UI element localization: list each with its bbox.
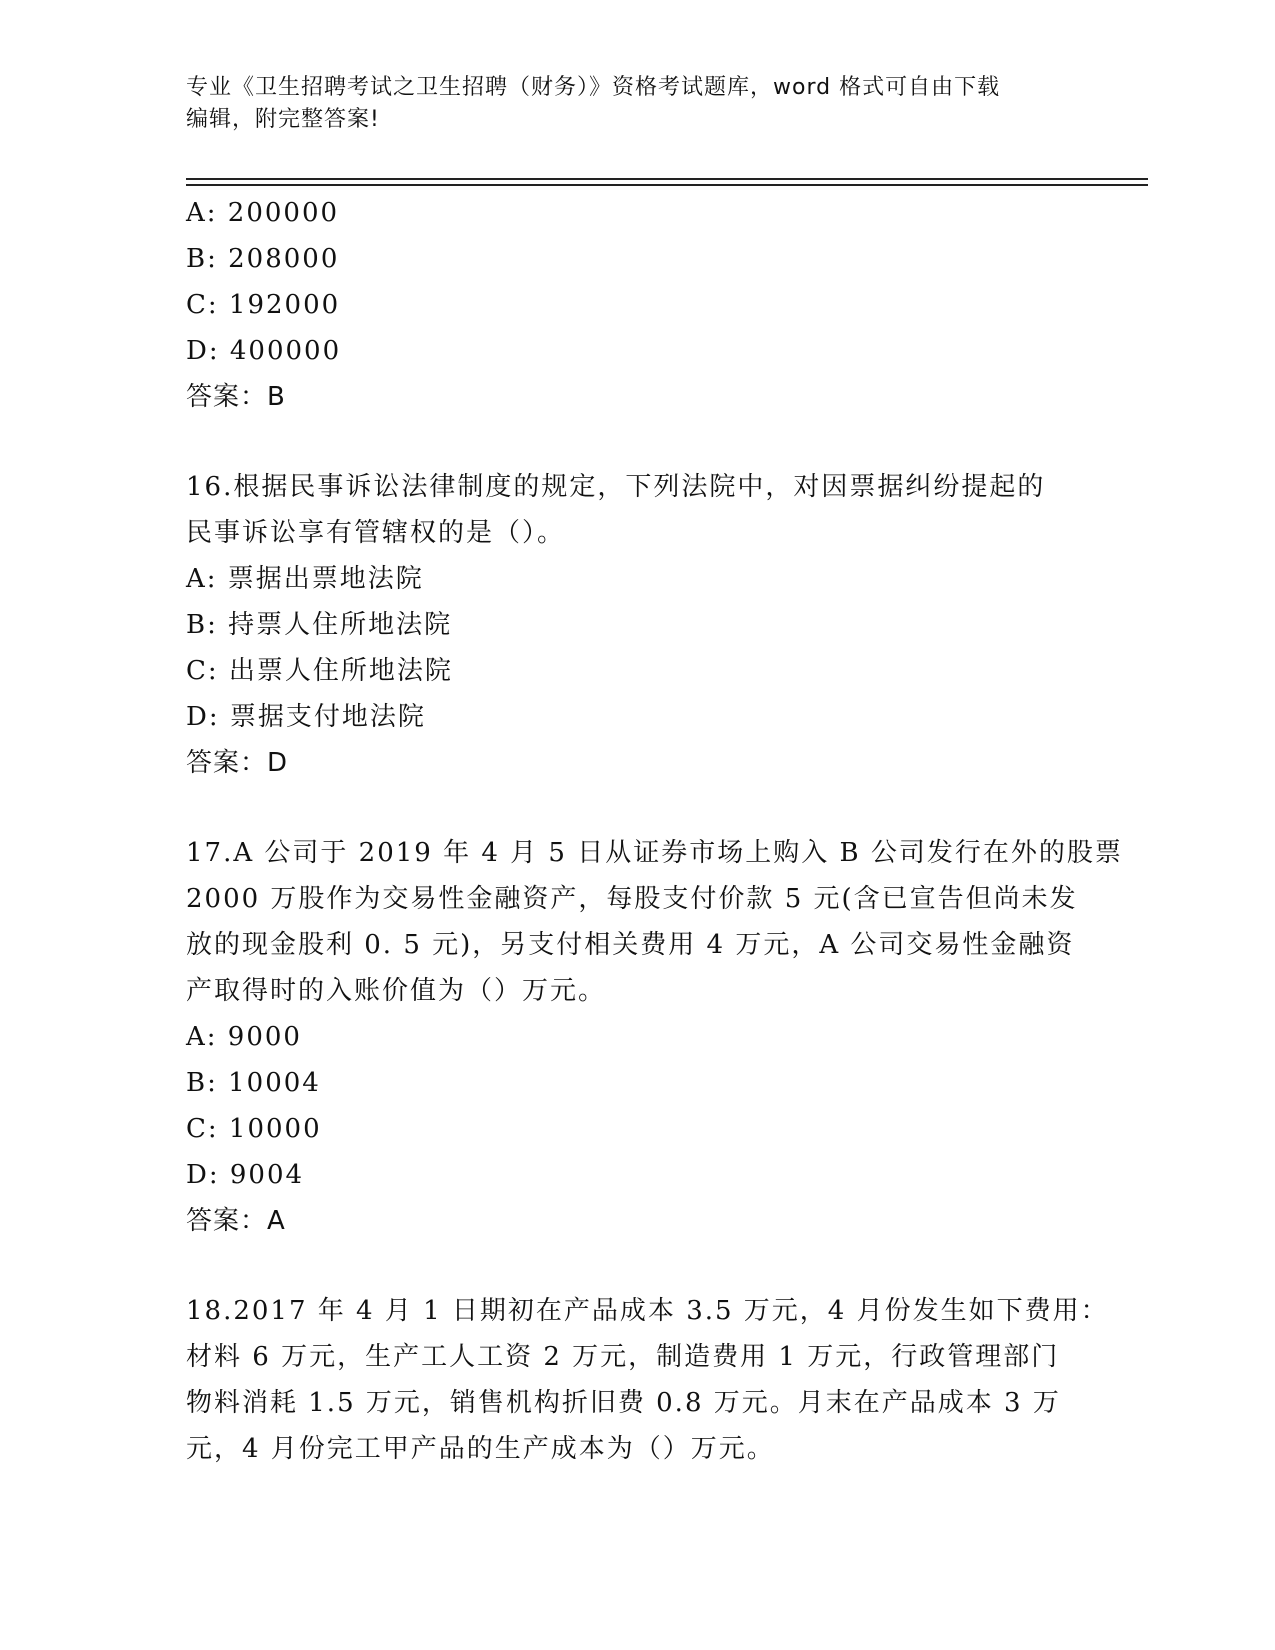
header-divider-top xyxy=(186,178,1148,180)
option-d: D: 400000 xyxy=(186,336,342,366)
question-stem-line: 材料 6 万元，生产工人工资 2 万元，制造费用 1 万元，行政管理部门 xyxy=(186,1342,1060,1372)
header-line-1: 专业《卫生招聘考试之卫生招聘（财务）》资格考试题库，word 格式可自由下载 xyxy=(186,75,1001,100)
option-a: A: 200000 xyxy=(186,198,340,228)
option-b: B: 208000 xyxy=(186,244,340,274)
question-stem-line: 17.A 公司于 2019 年 4 月 5 日从证券市场上购入 B 公司发行在外的股票 xyxy=(186,838,1123,868)
option-c: C: 出票人住所地法院 xyxy=(186,656,453,686)
question-stem-line: 元，4 月份完工甲产品的生产成本为（）万元。 xyxy=(186,1434,775,1464)
question-18 xyxy=(186,1288,1109,1472)
question-stem-line: 放的现金股利 0. 5 元)，另支付相关费用 4 万元，A 公司交易性金融资 xyxy=(186,930,1075,960)
document-header xyxy=(186,72,1086,136)
answer-line: 答案：B xyxy=(186,382,286,412)
question-stem-line: 2000 万股作为交易性金融资产，每股支付价款 5 元(含已宣告但尚未发 xyxy=(186,884,1078,914)
option-a: A: 9000 xyxy=(186,1022,302,1052)
option-a: A: 票据出票地法院 xyxy=(186,564,424,594)
answer-line: 答案：A xyxy=(186,1206,286,1236)
option-d: D: 9004 xyxy=(186,1160,305,1190)
option-d: D: 票据支付地法院 xyxy=(186,702,426,732)
answer-line: 答案：D xyxy=(186,748,289,778)
option-c: C: 10000 xyxy=(186,1114,322,1144)
question-stem-line: 16.根据民事诉讼法律制度的规定，下列法院中，对因票据纠纷提起的 xyxy=(186,472,1046,502)
question-15 xyxy=(186,190,1086,420)
option-b: B: 持票人住所地法院 xyxy=(186,610,453,640)
question-stem-line: 18.2017 年 4 月 1 日期初在产品成本 3.5 万元，4 月份发生如下费用： xyxy=(186,1296,1109,1326)
question-stem-line: 产取得时的入账价值为（）万元。 xyxy=(186,976,607,1006)
question-17 xyxy=(186,830,1123,1244)
question-16 xyxy=(186,464,1086,786)
question-list xyxy=(186,190,1123,1472)
option-c: C: 192000 xyxy=(186,290,341,320)
question-stem-line: 物料消耗 1.5 万元，销售机构折旧费 0.8 万元。月末在产品成本 3 万 xyxy=(186,1388,1061,1418)
option-b: B: 10004 xyxy=(186,1068,321,1098)
question-stem-line: 民事诉讼享有管辖权的是（）。 xyxy=(186,518,566,548)
header-divider-bottom xyxy=(186,184,1148,186)
header-line-2: 编辑，附完整答案! xyxy=(186,107,380,132)
